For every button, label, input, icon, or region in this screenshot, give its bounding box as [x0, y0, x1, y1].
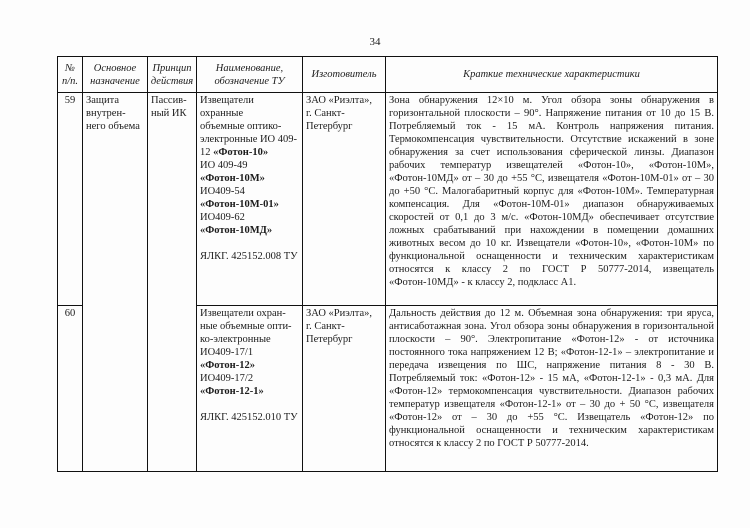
col-header-principle: Принцип действия — [148, 57, 197, 93]
cell-name: Извещатели охранные объемные оптико- электронные ИО 409- 12 «Фотон-10» ИО 409-49 «Фотон-10М» ИО409-54 «Фотон-10М-01» ИО409-62 «Фотон-10МД» ЯЛКГ. 425152.008 ТУ — [197, 93, 303, 306]
cell-row-number: 59 — [58, 93, 83, 306]
spec-table — [57, 56, 718, 472]
header-row — [58, 57, 718, 93]
col-header-purpose: Основное назначение — [83, 57, 148, 93]
cell-characteristics: Зона обнаружения 12×10 м. Угол обзора зоны обнаружения в горизонтальной плоскости – 90°. Напряжение питания от 10 до 15 В. Потребляемый ток - 15 мА. Контроль напряжения питания. Термокомпенсация чувствительности. Отсутствие искажений в зоне обнаружения за счет использования сферической линзы. Диапазон рабочих температур извещателей «Фотон-10», «Фотон-10М», «Фотон-10МД» от – 30 до +55 °С, извещателя «Фотон-10М-01» от – 30 до +50 °С. Малогабаритный корпус для «Фотон-10М». Температурная компенсация. Для «Фотон-10М-01» диапазон обнаруживаемых скоростей от 0,1 до 3 м/с. «Фотон-10МД» обеспечивает отсутствие ложных срабатываний при нахождении в помещении домашних животных весом до 10 кг. Извещатели «Фотон-10», «Фотон-10М» по функциональной оснащенности и техническим характеристикам относятся к классу 2 по ГОСТ Р 50777-2014, извещатель «Фотон-10МД» - к классу 2, подкласс А1. — [386, 93, 718, 306]
cell-manufacturer: ЗАО «Риэлта», г. Санкт- Петербург — [303, 306, 386, 472]
page-number: 34 — [369, 36, 381, 48]
cell-manufacturer: ЗАО «Риэлта», г. Санкт- Петербург — [303, 93, 386, 306]
cell-row-number: 60 — [58, 306, 83, 472]
cell-purpose: Защита внутрен- него объема — [83, 93, 148, 472]
col-header-characteristics: Краткие технические характеристики — [386, 57, 718, 93]
col-header-manufacturer: Изготовитель — [303, 57, 386, 93]
cell-principle: Пассив- ный ИК — [148, 93, 197, 472]
table-row-59 — [58, 93, 718, 306]
col-header-name: Наименование, обозначение ТУ — [197, 57, 303, 93]
cell-characteristics: Дальность действия до 12 м. Объемная зона обнаружения: три яруса, антисаботажная зона. Угол обзора зоны обнаружения в горизонтальной плоскости – 90°. Электропитание «Фотон-12» - от источника постоянного тока напряжением 12 В; «Фотон-12-1» – электропитание и передача извещения по ШС, напряжение питания 8 - 30 В. Потребляемый ток: «Фотон-12» - 15 мА, «Фотон-12-1» - 0,3 мА. Для «Фотон-12» термокомпенсация чувствительности. Диапазон рабочих температур извещателя «Фотон-12-1» от – 30 до + 50 °С, извещателя «Фотон-12» от – 30 до +55 °С. Извещатель «Фотон-12» по функциональной оснащенности и техническим характеристикам относятся к классу 2 по ГОСТ Р 50777-2014. — [386, 306, 718, 472]
cell-name: Извещатели охран- ные объемные опти- ко-электронные ИО409-17/1 «Фотон-12» ИО409-17/2 «Фотон-12-1» ЯЛКГ. 425152.010 ТУ — [197, 306, 303, 472]
col-header-num: № п/п. — [58, 57, 83, 93]
